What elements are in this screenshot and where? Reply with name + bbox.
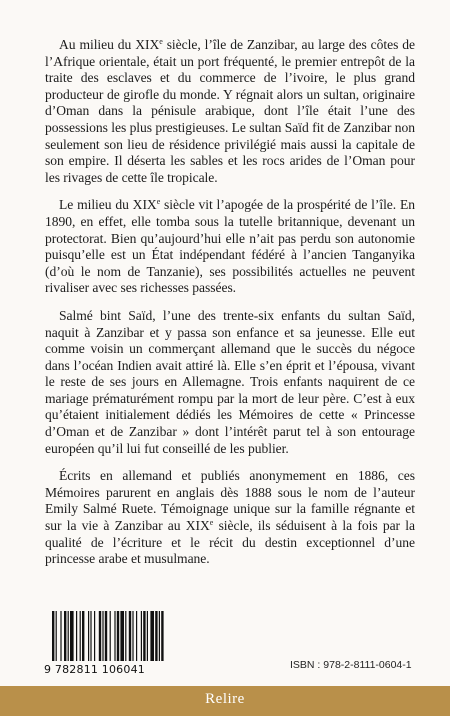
- barcode-bars: [44, 611, 180, 665]
- barcode-digits: 9 782811 106041: [44, 663, 145, 676]
- blurb-paragraph: Le milieu du XIXe siècle vit l’apogée de la prospérité de l’île. En 1890, en effet, elle tomba sous la tutelle britannique, devenant un protectorat. Bien qu’aujourd’hui elle n’ait pas perdu son autonomie puisqu’elle est un État indépendant fédéré à l’ancien Tanganyika (d’où le nom de Tanzanie), ses possibilités actuelles ne peuvent rivaliser avec ses richesses passées.: [45, 197, 415, 296]
- isbn-label: ISBN : 978-2-8111-0604-1: [290, 659, 412, 671]
- blurb-paragraph: Écrits en allemand et publiés anonymement en 1886, ces Mémoires parurent en anglais dès 1888 sous le nom de l’auteur Emily Salmé Ruete. Témoignage unique sur la famille régnante et sur la vie à Zanzibar au XIXe siècle, ils séduisent à la fois par la qualité de l’écriture et le récit du destin exceptionnel d’une princesse arabe et musulmane.: [45, 468, 415, 567]
- blurb-paragraph: Au milieu du XIXe siècle, l’île de Zanzibar, au large des côtes de l’Afrique orientale, était un port fréquenté, le premier entrepôt de la traite des esclaves et du commerce de l’ivoire, le plus grand producteur de girofle du monde. Y régnait alors un sultan, originaire d’Oman dans la pénisule arabique, dont l’île était l’une des possessions les plus prestigieuses. Le sultan Saïd fit de Zanzibar non seulement son lieu de résidence privilégié mais aussi la capitale de son empire. Il déserta les sables et les rocs arides de l’Oman pour les rivages de cette île tropicale.: [45, 37, 415, 185]
- blurb-text: [45, 37, 415, 579]
- publisher-bar: [0, 686, 450, 716]
- publisher-name: Relire: [205, 691, 245, 707]
- barcode: [44, 611, 180, 677]
- blurb-paragraph: Salmé bint Saïd, l’une des trente-six enfants du sultan Saïd, naquit à Zanzibar et y passa son enfance et sa jeunesse. Elle eut comme voisin un commerçant allemand que le succès du négoce dans l’océan Indien avait attiré là. Elle s’en éprit et l’épousa, vivant le reste de ses jours en Allemagne. Trois enfants naquirent de ce mariage prématurément rompu par la mort de leur père. C’est à eux qu’étaient initialement dédiés les Mémoires de cette « Princesse d’Oman et de Zanzibar » dont l’intérêt parut tel à son entourage européen qu’il lui fut conseillé de les publier.: [45, 307, 415, 456]
